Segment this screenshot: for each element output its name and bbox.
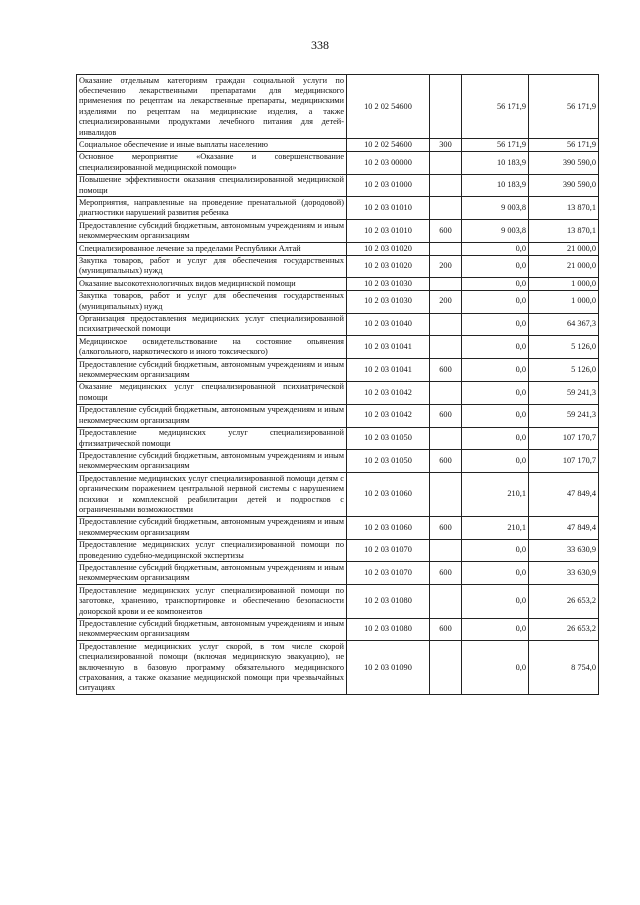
amount-first-cell: 0,0 (462, 381, 529, 404)
amount-second-cell: 59 241,3 (529, 404, 599, 427)
amount-second-cell: 26 653,2 (529, 618, 599, 641)
target-article-code-cell: 10 2 03 01030 (347, 290, 430, 313)
amount-first-cell: 56 171,9 (462, 139, 529, 151)
expense-type-cell (430, 75, 462, 139)
expenditure-name-cell: Предоставление субсидий бюджетным, автономным учреждениям и иным некоммерческим организациям (77, 359, 347, 382)
amount-second-cell: 56 171,9 (529, 75, 599, 139)
expense-type-cell: 600 (430, 562, 462, 585)
amount-second-cell: 5 126,0 (529, 359, 599, 382)
expense-type-cell (430, 427, 462, 450)
expense-type-cell (430, 539, 462, 562)
expense-type-cell (430, 243, 462, 255)
table-row (77, 243, 599, 255)
target-article-code-cell: 10 2 03 01020 (347, 243, 430, 255)
amount-second-cell: 59 241,3 (529, 381, 599, 404)
expenditure-name-cell: Предоставление субсидий бюджетным, автономным учреждениям и иным некоммерческим организациям (77, 404, 347, 427)
amount-first-cell: 0,0 (462, 562, 529, 585)
table-row (77, 278, 599, 290)
table-row (77, 641, 599, 695)
target-article-code-cell: 10 2 02 54600 (347, 75, 430, 139)
target-article-code-cell: 10 2 03 01090 (347, 641, 430, 695)
expense-type-cell (430, 473, 462, 517)
target-article-code-cell: 10 2 03 00000 (347, 151, 430, 174)
amount-second-cell: 13 870,1 (529, 197, 599, 220)
amount-second-cell: 107 170,7 (529, 427, 599, 450)
expenditure-name-cell: Специализированное лечение за пределами Республики Алтай (77, 243, 347, 255)
amount-first-cell: 9 003,8 (462, 220, 529, 243)
target-article-code-cell: 10 2 03 01042 (347, 381, 430, 404)
expenditure-name-cell: Закупка товаров, работ и услуг для обеспечения государственных (муниципальных) нужд (77, 255, 347, 278)
amount-second-cell: 56 171,9 (529, 139, 599, 151)
table-row (77, 381, 599, 404)
amount-second-cell: 47 849,4 (529, 473, 599, 517)
table-row (77, 427, 599, 450)
target-article-code-cell: 10 2 03 01000 (347, 174, 430, 197)
amount-second-cell: 33 630,9 (529, 539, 599, 562)
expense-type-cell: 300 (430, 139, 462, 151)
amount-second-cell: 1 000,0 (529, 278, 599, 290)
amount-second-cell: 107 170,7 (529, 450, 599, 473)
expense-type-cell: 200 (430, 255, 462, 278)
expense-type-cell: 600 (430, 516, 462, 539)
target-article-code-cell: 10 2 03 01050 (347, 427, 430, 450)
amount-second-cell: 33 630,9 (529, 562, 599, 585)
amount-first-cell: 0,0 (462, 539, 529, 562)
expenditure-name-cell: Медицинское освидетельствование на состояние опьянения (алкогольного, наркотического и иного токсического) (77, 336, 347, 359)
expense-type-cell (430, 278, 462, 290)
expense-type-cell (430, 151, 462, 174)
expenditure-name-cell: Повышение эффективности оказания специализированной медицинской помощи (77, 174, 347, 197)
table-row (77, 75, 599, 139)
expense-type-cell: 600 (430, 618, 462, 641)
amount-first-cell: 56 171,9 (462, 75, 529, 139)
target-article-code-cell: 10 2 03 01042 (347, 404, 430, 427)
expense-type-cell (430, 585, 462, 618)
table-row (77, 473, 599, 517)
amount-second-cell: 8 754,0 (529, 641, 599, 695)
table-row (77, 313, 599, 336)
expenditure-name-cell: Социальное обеспечение и иные выплаты населению (77, 139, 347, 151)
table-row (77, 290, 599, 313)
amount-second-cell: 13 870,1 (529, 220, 599, 243)
expenditure-name-cell: Предоставление медицинских услуг специализированной помощи детям с органическим поражением центральной нервной системы с нарушением психики и комплексной реабилитации детей и подростков с ограниченными возможностями (77, 473, 347, 517)
amount-first-cell: 10 183,9 (462, 174, 529, 197)
table-row (77, 359, 599, 382)
target-article-code-cell: 10 2 03 01060 (347, 473, 430, 517)
amount-first-cell: 0,0 (462, 255, 529, 278)
table-row (77, 404, 599, 427)
target-article-code-cell: 10 2 03 01070 (347, 562, 430, 585)
table-row (77, 197, 599, 220)
target-article-code-cell: 10 2 03 01070 (347, 539, 430, 562)
expense-type-cell: 600 (430, 220, 462, 243)
amount-first-cell: 210,1 (462, 473, 529, 517)
expense-type-cell: 600 (430, 359, 462, 382)
table-row (77, 450, 599, 473)
target-article-code-cell: 10 2 03 01080 (347, 618, 430, 641)
amount-first-cell: 0,0 (462, 278, 529, 290)
amount-first-cell: 0,0 (462, 336, 529, 359)
expenditure-name-cell: Предоставление субсидий бюджетным, автономным учреждениям и иным некоммерческим организациям (77, 516, 347, 539)
table-row (77, 220, 599, 243)
table-row (77, 539, 599, 562)
amount-first-cell: 0,0 (462, 404, 529, 427)
amount-first-cell: 0,0 (462, 618, 529, 641)
expenditure-name-cell: Оказание отдельным категориям граждан социальной услуги по обеспечению лекарственными препаратами для медицинского применения по рецептам на лекарственные препараты, медицинскими изделиями по рецептам на медицинские изделия, а также специализированными продуктами лечебного питания для детей-инвалидов (77, 75, 347, 139)
table-row (77, 516, 599, 539)
amount-first-cell: 0,0 (462, 450, 529, 473)
expense-type-cell (430, 381, 462, 404)
expenditure-name-cell: Предоставление субсидий бюджетным, автономным учреждениям и иным некоммерческим организациям (77, 450, 347, 473)
amount-first-cell: 0,0 (462, 243, 529, 255)
amount-first-cell: 0,0 (462, 427, 529, 450)
expense-type-cell (430, 197, 462, 220)
amount-second-cell: 21 000,0 (529, 255, 599, 278)
expenditure-name-cell: Закупка товаров, работ и услуг для обеспечения государственных (муниципальных) нужд (77, 290, 347, 313)
target-article-code-cell: 10 2 03 01041 (347, 359, 430, 382)
target-article-code-cell: 10 2 02 54600 (347, 139, 430, 151)
amount-second-cell: 21 000,0 (529, 243, 599, 255)
expense-type-cell: 600 (430, 404, 462, 427)
expense-type-cell (430, 641, 462, 695)
expense-type-cell (430, 174, 462, 197)
target-article-code-cell: 10 2 03 01010 (347, 220, 430, 243)
budget-table (76, 74, 599, 695)
expenditure-name-cell: Предоставление субсидий бюджетным, автономным учреждениям и иным некоммерческим организациям (77, 618, 347, 641)
page-number: 338 (311, 38, 329, 52)
amount-first-cell: 0,0 (462, 290, 529, 313)
expense-type-cell: 200 (430, 290, 462, 313)
expense-type-cell (430, 313, 462, 336)
target-article-code-cell: 10 2 03 01030 (347, 278, 430, 290)
target-article-code-cell: 10 2 03 01060 (347, 516, 430, 539)
table-row (77, 139, 599, 151)
target-article-code-cell: 10 2 03 01041 (347, 336, 430, 359)
amount-first-cell: 9 003,8 (462, 197, 529, 220)
expenditure-name-cell: Оказание высокотехнологичных видов медицинской помощи (77, 278, 347, 290)
table-row (77, 174, 599, 197)
amount-first-cell: 0,0 (462, 359, 529, 382)
table-row (77, 618, 599, 641)
table-row (77, 562, 599, 585)
table-body (77, 75, 599, 695)
amount-second-cell: 1 000,0 (529, 290, 599, 313)
amount-second-cell: 5 126,0 (529, 336, 599, 359)
amount-second-cell: 64 367,3 (529, 313, 599, 336)
expenditure-name-cell: Предоставление медицинских услуг специализированной помощи по заготовке, хранению, транспортировке и обеспечению безопасности донорской крови и ее компонентов (77, 585, 347, 618)
table-row (77, 151, 599, 174)
expenditure-name-cell: Мероприятия, направленные на проведение пренатальной (дородовой) диагностики нарушений развития ребенка (77, 197, 347, 220)
expenditure-name-cell: Предоставление медицинских услуг скорой, в том числе скорой специализированной помощи (включая медицинскую эвакуацию), не включенную в базовую программу обязательного медицинского страхования, а также оказание медицинской помощи при чрезвычайных ситуациях (77, 641, 347, 695)
expenditure-name-cell: Предоставление медицинских услуг специализированной фтизиатрической помощи (77, 427, 347, 450)
expenditure-name-cell: Оказание медицинских услуг специализированной психиатрической помощи (77, 381, 347, 404)
expenditure-name-cell: Предоставление субсидий бюджетным, автономным учреждениям и иным некоммерческим организациям (77, 220, 347, 243)
table-row (77, 255, 599, 278)
expense-type-cell (430, 336, 462, 359)
target-article-code-cell: 10 2 03 01050 (347, 450, 430, 473)
table-row (77, 585, 599, 618)
target-article-code-cell: 10 2 03 01010 (347, 197, 430, 220)
amount-second-cell: 47 849,4 (529, 516, 599, 539)
amount-second-cell: 26 653,2 (529, 585, 599, 618)
expenditure-name-cell: Организация предоставления медицинских услуг специализированной психиатрической помощи (77, 313, 347, 336)
target-article-code-cell: 10 2 03 01020 (347, 255, 430, 278)
target-article-code-cell: 10 2 03 01040 (347, 313, 430, 336)
expense-type-cell: 600 (430, 450, 462, 473)
amount-first-cell: 0,0 (462, 641, 529, 695)
expenditure-name-cell: Предоставление медицинских услуг специализированной помощи по проведению судебно-медицинской экспертизы (77, 539, 347, 562)
amount-first-cell: 210,1 (462, 516, 529, 539)
amount-first-cell: 10 183,9 (462, 151, 529, 174)
amount-first-cell: 0,0 (462, 313, 529, 336)
amount-second-cell: 390 590,0 (529, 151, 599, 174)
table-row (77, 336, 599, 359)
amount-first-cell: 0,0 (462, 585, 529, 618)
expenditure-name-cell: Предоставление субсидий бюджетным, автономным учреждениям и иным некоммерческим организациям (77, 562, 347, 585)
expenditure-name-cell: Основное мероприятие «Оказание и совершенствование специализированной медицинской помощи» (77, 151, 347, 174)
target-article-code-cell: 10 2 03 01080 (347, 585, 430, 618)
amount-second-cell: 390 590,0 (529, 174, 599, 197)
